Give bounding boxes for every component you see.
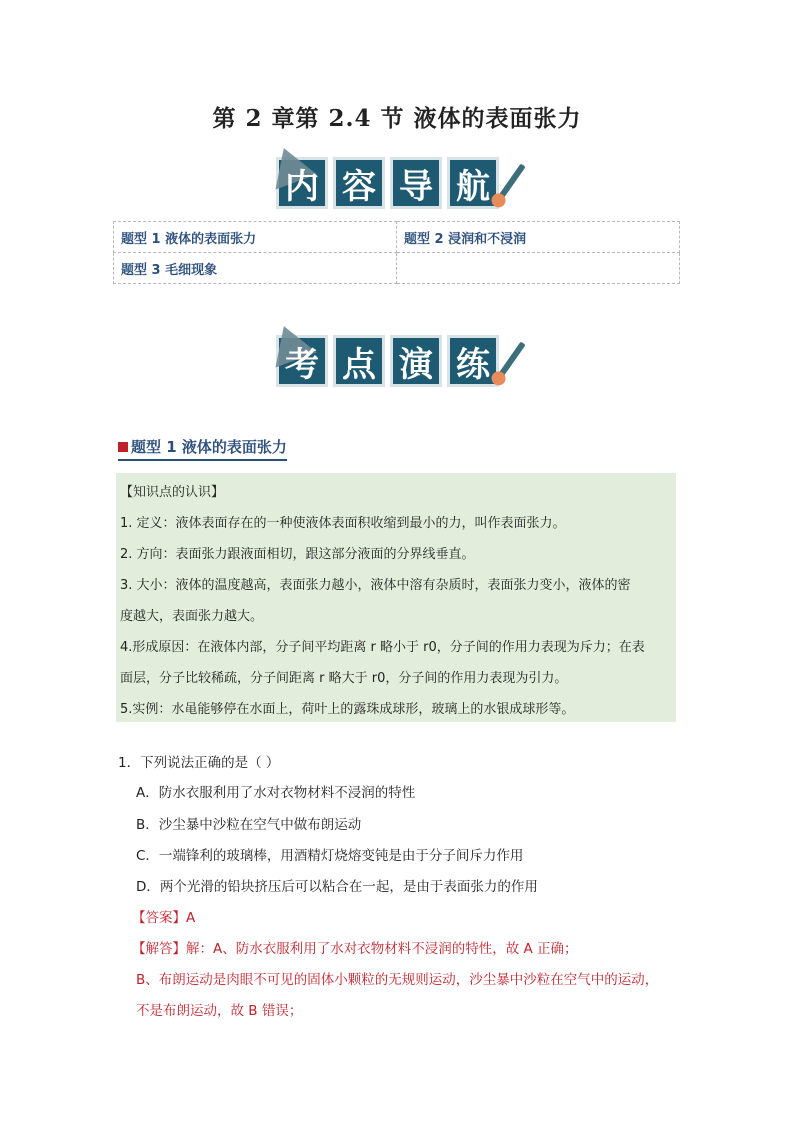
nav-item-type-1[interactable]: 题型 1 液体的表面张力: [114, 222, 397, 253]
knowledge-line: 1. 定义：液体表面存在的一种使液体表面积收缩到最小的力，叫作表面张力。: [120, 516, 566, 531]
knowledge-header: 【知识点的认识】: [120, 485, 225, 500]
knowledge-line: 4.形成原因：在液体内部，分子间平均距离 r 略小于 r0，分子间的作用力表现为斥力；在表: [120, 640, 645, 655]
navigation-table: [113, 221, 680, 284]
nav-item-empty: [397, 253, 680, 284]
banner-tile: 导: [390, 157, 442, 209]
analysis-line-1: [132, 937, 578, 957]
option-c: C．一端锋利的玻璃棒，用酒精灯烧熔变钝是由于分子间斥力作用: [136, 848, 524, 864]
banner-tile: 航: [447, 157, 499, 209]
answer-value: A: [186, 910, 196, 926]
content-navigation-banner: [276, 156, 504, 210]
answer-line: [132, 906, 195, 926]
knowledge-line: 2. 方向：表面张力跟液面相切，跟这部分液面的分界线垂直。: [120, 547, 475, 562]
nav-item-type-2[interactable]: 题型 2 浸润和不浸润: [397, 222, 680, 253]
banner-tile: 演: [390, 335, 442, 387]
banner-tile: 内: [276, 157, 328, 209]
knowledge-line: 面层，分子比较稀疏，分子间距离 r 略大于 r0，分子间的作用力表现为引力。: [120, 671, 568, 686]
pencil-icon: [494, 163, 525, 204]
knowledge-box: [116, 473, 676, 722]
practice-banner: [276, 334, 504, 388]
section-heading-text: 题型 1 液体的表面张力: [131, 438, 287, 456]
answer-label: 【答案】: [132, 910, 186, 926]
question-stem: 1．下列说法正确的是（ ）: [118, 755, 280, 771]
option-a: A．防水衣服利用了水对衣物材料不浸润的特性: [136, 785, 416, 801]
analysis-line-2: B、布朗运动是肉眼不可见的固体小颗粒的无规则运动，沙尘暴中沙粒在空气中的运动，: [136, 972, 659, 988]
banner-tile: 点: [333, 335, 385, 387]
banner-tile: 容: [333, 157, 385, 209]
analysis-text: 解：A、防水衣服利用了水对衣物材料不浸润的特性，故 A 正确；: [186, 941, 578, 957]
knowledge-line: 3. 大小：液体的温度越高，表面张力越小，液体中溶有杂质时，表面张力变小，液体的密: [120, 578, 631, 593]
nav-item-type-3[interactable]: 题型 3 毛细现象: [114, 253, 397, 284]
banner-tile: 练: [447, 335, 499, 387]
analysis-label: 【解答】: [132, 941, 186, 957]
option-d: D．两个光滑的铅块挤压后可以粘合在一起，是由于表面张力的作用: [136, 879, 538, 895]
knowledge-line: 5.实例：水黾能够停在水面上，荷叶上的露珠成球形，玻璃上的水银成球形等。: [120, 702, 575, 717]
banner-tile: 考: [276, 335, 328, 387]
analysis-line-3: 不是布朗运动，故 B 错误；: [136, 1003, 303, 1019]
pencil-icon: [494, 341, 525, 382]
knowledge-line: 度越大，表面张力越大。: [120, 609, 264, 624]
option-b: B．沙尘暴中沙粒在空气中做布朗运动: [136, 817, 362, 833]
page-title: 第 2 章第 2.4 节 液体的表面张力: [212, 105, 582, 132]
section-heading: [118, 436, 287, 461]
square-bullet-icon: [118, 442, 128, 452]
